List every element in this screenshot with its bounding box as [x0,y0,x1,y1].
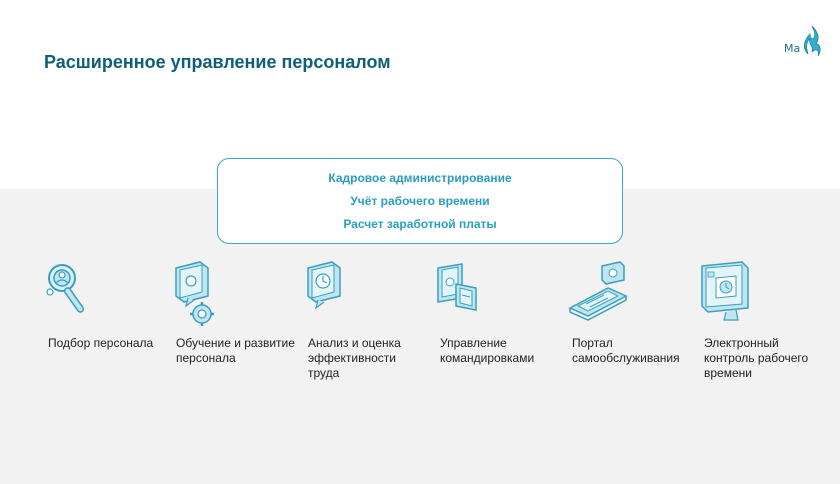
core-functions-box [217,158,623,244]
feature-performance [304,258,426,380]
feature-self-service [568,258,690,365]
chat-gear-icon [172,258,242,328]
feature-training [172,258,295,365]
magnifier-person-icon [44,258,114,328]
logo [784,24,824,60]
feature-label: Анализ и оценка эффективности труда [308,336,401,380]
feature-label: Обучение и развитие персонала [176,336,295,365]
chat-clock-icon [304,258,374,328]
feature-time-control [700,258,822,380]
cards-icon [436,258,506,328]
feature-label: Управление командировками [440,336,535,365]
logo-text: Ma [784,42,801,55]
core-function-hr-admin: Кадровое администрирование [328,170,512,185]
core-function-payroll: Расчет заработной платы [343,216,497,231]
feature-label: Портал самообслуживания [572,336,680,365]
monitor-clock-icon [700,258,770,328]
flame-logo-icon [800,24,824,60]
feature-business-trips [436,258,558,365]
feature-label: Подбор персонала [48,336,154,350]
laptop-chat-icon [568,258,638,328]
feature-label: Электронный контроль рабочего времени [704,336,809,380]
core-function-time-tracking: Учёт рабочего времени [350,193,490,208]
feature-recruitment [44,258,166,350]
page-title: Расширенное управление персоналом [44,52,391,72]
